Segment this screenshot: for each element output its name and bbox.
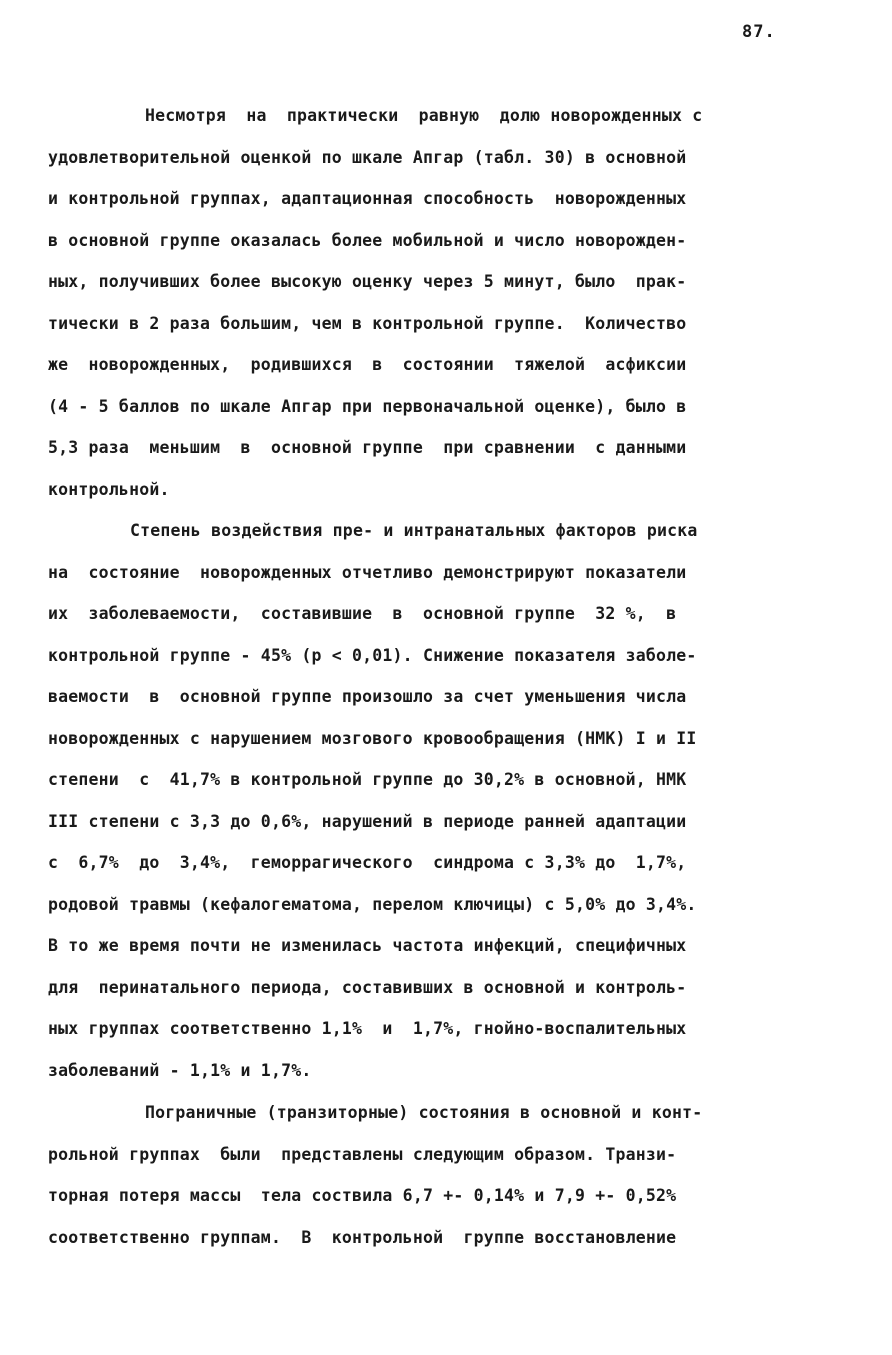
text-line: контрольной. [48,480,170,499]
text-line: В то же время почти не изменилась частота инфекций, специфичных [48,936,687,955]
text-line: степени с 41,7% в контрольной группе до 30,2% в основной, НМК [48,770,687,789]
text-line: и контрольной группах, адаптационная способность новорожденных [48,189,687,208]
text-line: заболеваний - 1,1% и 1,7%. [48,1061,312,1080]
text-line: Степень воздействия пре- и интранатальных факторов риска [130,521,698,540]
text-line: Пограничные (транзиторные) состояния в основной и конт- [145,1103,703,1122]
text-line: родовой травмы (кефалогематома, перелом ключицы) с 5,0% до 3,4%. [48,895,697,914]
text-line: III степени с 3,3 до 0,6%, нарушений в периоде ранней адаптации [48,812,687,831]
text-line: рольной группах были представлены следующим образом. Транзи- [48,1145,677,1164]
text-line: тически в 2 раза большим, чем в контрольной группе. Количество [48,314,687,333]
text-line: ных, получивших более высокую оценку через 5 минут, было прак- [48,272,687,291]
text-line: новорожденных с нарушением мозгового кровообращения (НМК) I и II [48,729,697,748]
page-number: 87. [742,22,776,42]
text-line: контрольной группе - 45% (р < 0,01). Снижение показателя заболе- [48,646,697,665]
text-line: на состояние новорожденных отчетливо демонстрируют показатели [48,563,687,582]
text-line: торная потеря массы тела соствила 6,7 +- 0,14% и 7,9 +- 0,52% [48,1186,677,1205]
text-line: для перинатального периода, составивших в основной и контроль- [48,978,687,997]
text-line: же новорожденных, родившихся в состоянии тяжелой асфиксии [48,355,687,374]
text-line: (4 - 5 баллов по шкале Апгар при первоначальной оценке), было в [48,397,687,416]
text-line: Несмотря на практически равную долю новорожденных с [145,106,703,125]
text-line: ваемости в основной группе произошло за счет уменьшения числа [48,687,687,706]
text-line: удовлетворительной оценкой по шкале Апгар (табл. 30) в основной [48,148,687,167]
text-line: соответственно группам. В контрольной группе восстановление [48,1228,677,1247]
text-line: их заболеваемости, составившие в основной группе 32 %, в [48,604,677,623]
text-line: ных группах соответственно 1,1% и 1,7%, гнойно-воспалительных [48,1019,687,1038]
text-line: 5,3 раза меньшим в основной группе при сравнении с данными [48,438,687,457]
text-line: в основной группе оказалась более мобильной и число новорожден- [48,231,687,250]
text-line: с 6,7% до 3,4%, геморрагического синдрома с 3,3% до 1,7%, [48,853,687,872]
